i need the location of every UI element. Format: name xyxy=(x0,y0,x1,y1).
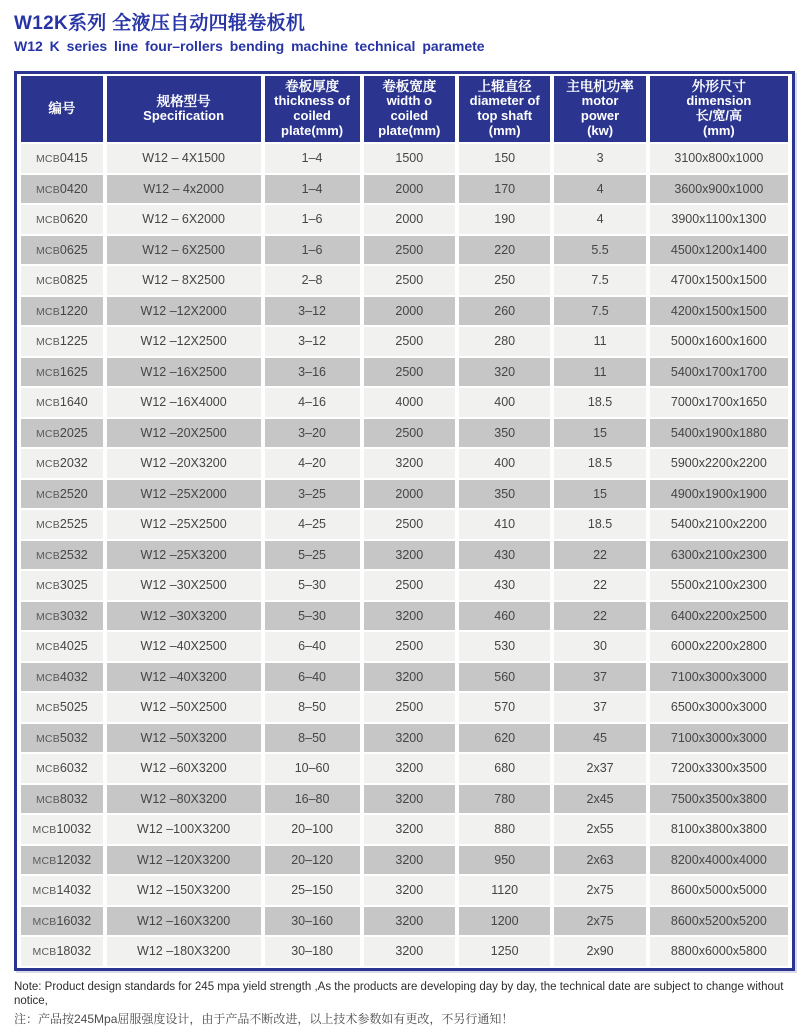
cell-dimension: 4700x1500x1500 xyxy=(650,266,788,295)
cell-diameter: 530 xyxy=(459,632,550,661)
cell-thickness: 4–16 xyxy=(265,388,360,417)
cell-spec: W12 –40X2500 xyxy=(107,632,261,661)
cell-width: 2500 xyxy=(364,632,455,661)
cell-power: 7.5 xyxy=(554,266,645,295)
table-row xyxy=(21,419,788,448)
cell-spec: W12 –100X3200 xyxy=(107,815,261,844)
cell-dimension: 5000x1600x1600 xyxy=(650,327,788,356)
cell-spec: W12 –16X4000 xyxy=(107,388,261,417)
cell-diameter: 250 xyxy=(459,266,550,295)
cell-diameter: 680 xyxy=(459,754,550,783)
table-row xyxy=(21,724,788,753)
table-body xyxy=(21,144,788,966)
cell-spec: W12 – 6X2500 xyxy=(107,236,261,265)
cell-thickness: 4–25 xyxy=(265,510,360,539)
cell-thickness: 3–16 xyxy=(265,358,360,387)
cell-spec: W12 –20X3200 xyxy=(107,449,261,478)
header-cell-model: 编号 xyxy=(21,76,103,142)
cell-spec: W12 –25X3200 xyxy=(107,541,261,570)
cell-model: MCB2532 xyxy=(21,541,103,570)
note-chinese: 注：产品按245Mpa屈服强度设计，由于产品不断改进，以上技术参数如有更改，不另行通知！ xyxy=(14,1012,514,1027)
table-row xyxy=(21,876,788,905)
cell-diameter: 620 xyxy=(459,724,550,753)
cell-width: 2500 xyxy=(364,693,455,722)
table-row xyxy=(21,327,788,356)
cell-model: MCB2525 xyxy=(21,510,103,539)
table-row xyxy=(21,510,788,539)
table-row xyxy=(21,480,788,509)
cell-spec: W12 –30X2500 xyxy=(107,571,261,600)
cell-dimension: 6400x2200x2500 xyxy=(650,602,788,631)
cell-thickness: 1–4 xyxy=(265,144,360,173)
cell-spec: W12 –150X3200 xyxy=(107,876,261,905)
cell-model: MCB2032 xyxy=(21,449,103,478)
cell-diameter: 190 xyxy=(459,205,550,234)
cell-model: MCB3025 xyxy=(21,571,103,600)
table-row xyxy=(21,297,788,326)
cell-spec: W12 –50X2500 xyxy=(107,693,261,722)
cell-model: MCB6032 xyxy=(21,754,103,783)
cell-diameter: 320 xyxy=(459,358,550,387)
cell-width: 3200 xyxy=(364,785,455,814)
cell-diameter: 350 xyxy=(459,419,550,448)
cell-dimension: 3600x900x1000 xyxy=(650,175,788,204)
cell-power: 45 xyxy=(554,724,645,753)
cell-width: 2500 xyxy=(364,358,455,387)
header-cell-diameter: 上辊直径 diameter of top shaft (mm) xyxy=(459,76,550,142)
cell-spec: W12 –12X2000 xyxy=(107,297,261,326)
cell-thickness: 3–12 xyxy=(265,297,360,326)
cell-dimension: 8800x6000x5800 xyxy=(650,937,788,966)
cell-thickness: 3–20 xyxy=(265,419,360,448)
cell-thickness: 5–30 xyxy=(265,571,360,600)
cell-thickness: 5–25 xyxy=(265,541,360,570)
cell-spec: W12 –25X2500 xyxy=(107,510,261,539)
cell-thickness: 20–100 xyxy=(265,815,360,844)
cell-dimension: 5500x2100x2300 xyxy=(650,571,788,600)
cell-power: 15 xyxy=(554,480,645,509)
cell-dimension: 6000x2200x2800 xyxy=(650,632,788,661)
header-cell-thickness: 卷板厚度 thickness of coiled plate(mm) xyxy=(265,76,360,142)
cell-width: 3200 xyxy=(364,876,455,905)
cell-thickness: 16–80 xyxy=(265,785,360,814)
cell-diameter: 400 xyxy=(459,449,550,478)
table-row xyxy=(21,693,788,722)
cell-spec: W12 – 4x2000 xyxy=(107,175,261,204)
cell-spec: W12 –16X2500 xyxy=(107,358,261,387)
cell-power: 3 xyxy=(554,144,645,173)
cell-power: 2x63 xyxy=(554,846,645,875)
page-subtitle: W12 K series line four–rollers bending machine technical paramete xyxy=(14,38,485,54)
cell-model: MCB2520 xyxy=(21,480,103,509)
cell-width: 4000 xyxy=(364,388,455,417)
cell-dimension: 4900x1900x1900 xyxy=(650,480,788,509)
cell-thickness: 25–150 xyxy=(265,876,360,905)
cell-model: MCB10032 xyxy=(21,815,103,844)
table-row xyxy=(21,571,788,600)
cell-model: MCB18032 xyxy=(21,937,103,966)
cell-width: 2000 xyxy=(364,175,455,204)
cell-spec: W12 –40X3200 xyxy=(107,663,261,692)
cell-width: 2500 xyxy=(364,266,455,295)
cell-diameter: 1250 xyxy=(459,937,550,966)
header-row xyxy=(21,76,788,142)
table-row xyxy=(21,785,788,814)
table-header xyxy=(21,76,788,142)
table-row xyxy=(21,205,788,234)
cell-model: MCB3032 xyxy=(21,602,103,631)
cell-width: 2500 xyxy=(364,236,455,265)
cell-thickness: 8–50 xyxy=(265,724,360,753)
cell-diameter: 410 xyxy=(459,510,550,539)
header-cell-dimension: 外形尺寸 dimension 长/宽/高 (mm) xyxy=(650,76,788,142)
cell-spec: W12 –20X2500 xyxy=(107,419,261,448)
cell-dimension: 4500x1200x1400 xyxy=(650,236,788,265)
cell-dimension: 3100x800x1000 xyxy=(650,144,788,173)
cell-model: MCB0415 xyxy=(21,144,103,173)
cell-power: 2x90 xyxy=(554,937,645,966)
cell-model: MCB8032 xyxy=(21,785,103,814)
cell-power: 37 xyxy=(554,663,645,692)
cell-dimension: 4200x1500x1500 xyxy=(650,297,788,326)
cell-width: 2000 xyxy=(364,205,455,234)
cell-dimension: 6500x3000x3000 xyxy=(650,693,788,722)
cell-spec: W12 – 4X1500 xyxy=(107,144,261,173)
cell-diameter: 430 xyxy=(459,571,550,600)
cell-model: MCB5032 xyxy=(21,724,103,753)
cell-width: 2000 xyxy=(364,480,455,509)
cell-width: 2500 xyxy=(364,510,455,539)
cell-spec: W12 –80X3200 xyxy=(107,785,261,814)
cell-power: 2x75 xyxy=(554,907,645,936)
cell-diameter: 950 xyxy=(459,846,550,875)
cell-dimension: 3900x1100x1300 xyxy=(650,205,788,234)
cell-width: 2500 xyxy=(364,571,455,600)
cell-diameter: 1120 xyxy=(459,876,550,905)
table-row xyxy=(21,358,788,387)
note-english: Note: Product design standards for 245 mpa yield strength ,As the products are developing day by day, the technical date are subject to change without notice, xyxy=(14,980,784,1008)
header-cell-power: 主电机功率 motor power (kw) xyxy=(554,76,645,142)
cell-power: 5.5 xyxy=(554,236,645,265)
cell-model: MCB5025 xyxy=(21,693,103,722)
cell-thickness: 8–50 xyxy=(265,693,360,722)
cell-thickness: 10–60 xyxy=(265,754,360,783)
cell-diameter: 1200 xyxy=(459,907,550,936)
cell-diameter: 260 xyxy=(459,297,550,326)
table-row xyxy=(21,602,788,631)
cell-thickness: 5–30 xyxy=(265,602,360,631)
cell-power: 4 xyxy=(554,175,645,204)
cell-width: 3200 xyxy=(364,907,455,936)
cell-thickness: 4–20 xyxy=(265,449,360,478)
cell-power: 22 xyxy=(554,541,645,570)
cell-diameter: 880 xyxy=(459,815,550,844)
cell-width: 3200 xyxy=(364,541,455,570)
cell-spec: W12 –50X3200 xyxy=(107,724,261,753)
cell-spec: W12 –120X3200 xyxy=(107,846,261,875)
cell-model: MCB0420 xyxy=(21,175,103,204)
cell-dimension: 7100x3000x3000 xyxy=(650,724,788,753)
cell-thickness: 6–40 xyxy=(265,632,360,661)
cell-power: 15 xyxy=(554,419,645,448)
cell-diameter: 430 xyxy=(459,541,550,570)
header-cell-width: 卷板宽度 width o coiled plate(mm) xyxy=(364,76,455,142)
cell-power: 18.5 xyxy=(554,449,645,478)
cell-diameter: 170 xyxy=(459,175,550,204)
cell-diameter: 280 xyxy=(459,327,550,356)
cell-width: 3200 xyxy=(364,846,455,875)
cell-model: MCB1640 xyxy=(21,388,103,417)
cell-diameter: 400 xyxy=(459,388,550,417)
cell-model: MCB0825 xyxy=(21,266,103,295)
cell-spec: W12 – 8X2500 xyxy=(107,266,261,295)
table-row xyxy=(21,754,788,783)
table-row xyxy=(21,236,788,265)
cell-power: 4 xyxy=(554,205,645,234)
cell-width: 3200 xyxy=(364,937,455,966)
cell-power: 7.5 xyxy=(554,297,645,326)
cell-thickness: 2–8 xyxy=(265,266,360,295)
cell-spec: W12 – 6X2000 xyxy=(107,205,261,234)
cell-diameter: 570 xyxy=(459,693,550,722)
cell-spec: W12 –180X3200 xyxy=(107,937,261,966)
header-cell-spec: 规格型号 Specification xyxy=(107,76,261,142)
cell-dimension: 5900x2200x2200 xyxy=(650,449,788,478)
cell-dimension: 7100x3000x3000 xyxy=(650,663,788,692)
table-row xyxy=(21,632,788,661)
table-row xyxy=(21,388,788,417)
cell-dimension: 5400x2100x2200 xyxy=(650,510,788,539)
cell-spec: W12 –25X2000 xyxy=(107,480,261,509)
cell-dimension: 8600x5200x5200 xyxy=(650,907,788,936)
cell-model: MCB0625 xyxy=(21,236,103,265)
spec-table xyxy=(14,71,795,971)
table-row xyxy=(21,846,788,875)
cell-dimension: 8600x5000x5000 xyxy=(650,876,788,905)
cell-dimension: 7500x3500x3800 xyxy=(650,785,788,814)
cell-width: 3200 xyxy=(364,754,455,783)
cell-thickness: 1–6 xyxy=(265,236,360,265)
table-row xyxy=(21,144,788,173)
cell-thickness: 1–6 xyxy=(265,205,360,234)
table-row xyxy=(21,175,788,204)
cell-width: 2500 xyxy=(364,327,455,356)
cell-model: MCB4025 xyxy=(21,632,103,661)
table-row xyxy=(21,266,788,295)
cell-dimension: 5400x1900x1880 xyxy=(650,419,788,448)
cell-model: MCB16032 xyxy=(21,907,103,936)
cell-diameter: 350 xyxy=(459,480,550,509)
page-title: W12K系列 全液压自动四辊卷板机 xyxy=(14,13,306,34)
cell-diameter: 460 xyxy=(459,602,550,631)
cell-spec: W12 –60X3200 xyxy=(107,754,261,783)
cell-diameter: 780 xyxy=(459,785,550,814)
cell-thickness: 1–4 xyxy=(265,175,360,204)
cell-width: 1500 xyxy=(364,144,455,173)
cell-dimension: 7000x1700x1650 xyxy=(650,388,788,417)
cell-thickness: 3–25 xyxy=(265,480,360,509)
cell-power: 30 xyxy=(554,632,645,661)
cell-thickness: 3–12 xyxy=(265,327,360,356)
cell-model: MCB4032 xyxy=(21,663,103,692)
cell-model: MCB14032 xyxy=(21,876,103,905)
cell-diameter: 150 xyxy=(459,144,550,173)
cell-dimension: 7200x3300x3500 xyxy=(650,754,788,783)
notes xyxy=(14,980,795,1028)
cell-width: 2000 xyxy=(364,297,455,326)
cell-power: 2x55 xyxy=(554,815,645,844)
cell-width: 3200 xyxy=(364,724,455,753)
cell-width: 3200 xyxy=(364,815,455,844)
cell-model: MCB12032 xyxy=(21,846,103,875)
cell-width: 2500 xyxy=(364,419,455,448)
cell-power: 2x45 xyxy=(554,785,645,814)
cell-dimension: 6300x2100x2300 xyxy=(650,541,788,570)
cell-power: 37 xyxy=(554,693,645,722)
cell-dimension: 8200x4000x4000 xyxy=(650,846,788,875)
table-row xyxy=(21,937,788,966)
cell-power: 18.5 xyxy=(554,388,645,417)
cell-power: 11 xyxy=(554,358,645,387)
cell-model: MCB1225 xyxy=(21,327,103,356)
cell-power: 2x75 xyxy=(554,876,645,905)
cell-thickness: 30–160 xyxy=(265,907,360,936)
cell-thickness: 20–120 xyxy=(265,846,360,875)
cell-model: MCB2025 xyxy=(21,419,103,448)
cell-dimension: 8100x3800x3800 xyxy=(650,815,788,844)
table-row xyxy=(21,449,788,478)
cell-thickness: 30–180 xyxy=(265,937,360,966)
cell-power: 22 xyxy=(554,602,645,631)
cell-model: MCB0620 xyxy=(21,205,103,234)
cell-model: MCB1625 xyxy=(21,358,103,387)
table-row xyxy=(21,907,788,936)
cell-width: 3200 xyxy=(364,663,455,692)
cell-diameter: 560 xyxy=(459,663,550,692)
cell-thickness: 6–40 xyxy=(265,663,360,692)
table-row xyxy=(21,815,788,844)
cell-dimension: 5400x1700x1700 xyxy=(650,358,788,387)
table-row xyxy=(21,663,788,692)
cell-spec: W12 –12X2500 xyxy=(107,327,261,356)
cell-spec: W12 –30X3200 xyxy=(107,602,261,631)
cell-diameter: 220 xyxy=(459,236,550,265)
cell-power: 11 xyxy=(554,327,645,356)
cell-power: 2x37 xyxy=(554,754,645,783)
cell-width: 3200 xyxy=(364,602,455,631)
cell-power: 22 xyxy=(554,571,645,600)
cell-spec: W12 –160X3200 xyxy=(107,907,261,936)
cell-model: MCB1220 xyxy=(21,297,103,326)
cell-width: 3200 xyxy=(364,449,455,478)
table-row xyxy=(21,541,788,570)
cell-power: 18.5 xyxy=(554,510,645,539)
